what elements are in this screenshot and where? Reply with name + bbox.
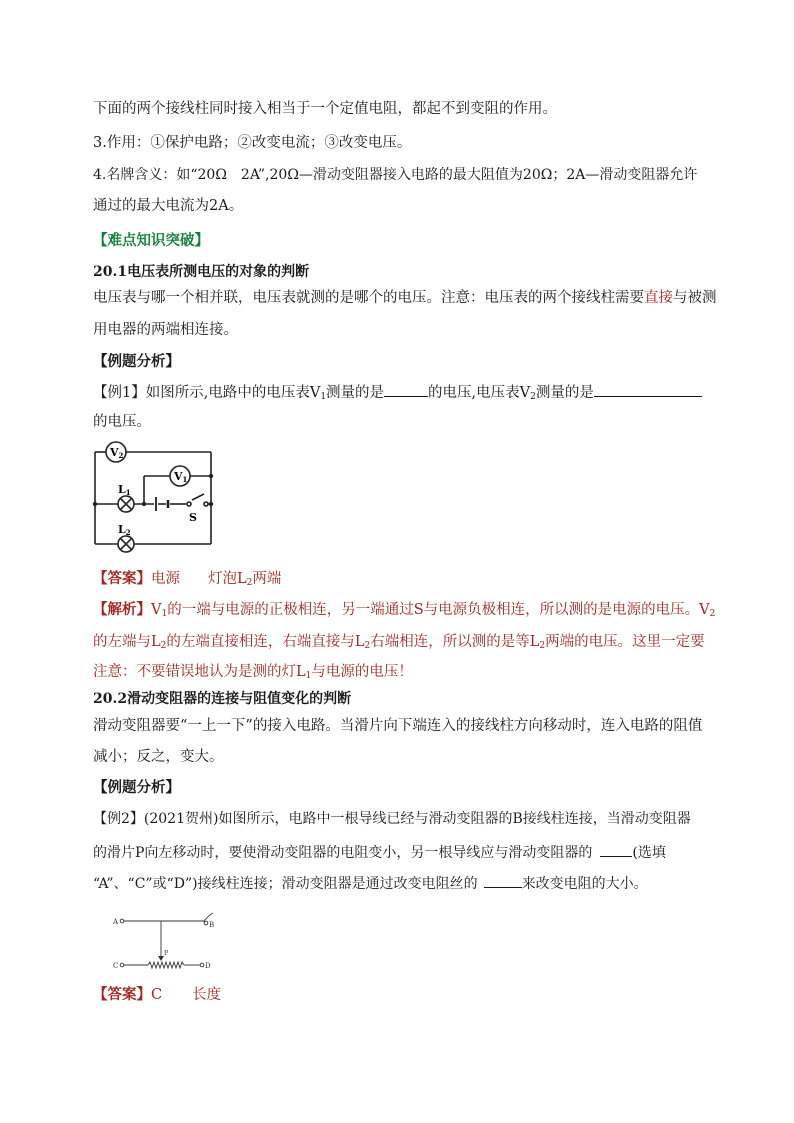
answer-blank-3[interactable] <box>600 842 632 857</box>
q1-text-c: 的电压,电压表V <box>428 385 531 401</box>
example-2-line-2 <box>93 842 666 863</box>
analysis-line-1: 【解析】$V_1$的一端与电源的正极相连，另一端通过S与电源负极相连，所以测的是电源的电压。$V_2$ <box>93 601 716 619</box>
s1-body-line-1 <box>93 288 717 308</box>
s1-body-text-end: 与被测 <box>673 290 717 306</box>
section-title-20-1: 20.1电压表所测电压的对象的判断 <box>93 264 310 280</box>
q1-sub-2: 2 <box>530 392 536 402</box>
example-header-1: 【例题分析】 <box>93 353 180 370</box>
s2-body-line-1: 滑动变阻器要“一上一下”的接入电路。当滑片向下端连入的接线柱方向移动时，连入电路的阻值 <box>93 718 703 734</box>
analysis-line-2: 的左端与$L_2$的左端直接相连，右端直接与$L_2$右端相连，所以测的是等$L_2$两端的电压。这里一定要 <box>93 634 705 651</box>
answer-1-value-b: 灯泡$L_2$两端 <box>208 571 282 588</box>
answer-tag-2: 【答案】 <box>93 986 151 1003</box>
q3-text-b: 来改变电阻的大小。 <box>521 876 648 892</box>
example-header-2: 【例题分析】 <box>93 779 180 796</box>
answer-blank-4[interactable] <box>484 873 522 888</box>
analysis-line-3: 注意：不要错误地认为是测的灯$L_1$与电源的电压！ <box>93 664 413 681</box>
rheostat-diagram <box>112 905 222 975</box>
label-a: A <box>113 918 119 926</box>
label-c: C <box>113 962 119 970</box>
answer-2-line <box>93 985 221 1005</box>
label-l2: L2 <box>118 523 131 537</box>
q3-text-a: “A”、“C”或“D”)接线柱连接；滑动变阻器是通过改变电阻丝的 <box>93 876 478 892</box>
label-p: P <box>164 950 169 957</box>
answer-1-value-a: 电源 <box>151 571 180 587</box>
label-l1: L1 <box>118 483 131 497</box>
q2-text-b: (选填 <box>632 845 666 861</box>
label-b: B <box>209 921 215 929</box>
answer-blank-2[interactable] <box>594 382 702 397</box>
circuit-diagram-1 <box>88 440 223 555</box>
intro-line-4: 通过的最大电流为2A。 <box>93 198 244 214</box>
example-2-line-1: 【例2】(2021贺州)如图所示，电路中一根导线已经与滑动变阻器的B接线柱连接，当滑动变阻器 <box>93 811 691 827</box>
answer-tag-1: 【答案】 <box>93 570 151 587</box>
analysis-tag: 【解析】 <box>93 601 151 618</box>
q1-sub-1: 1 <box>320 392 327 402</box>
example-1-question-end: 的电压。 <box>93 414 151 430</box>
q1-text-a: 【例1】如图所示,电路中的电压表V <box>93 385 321 401</box>
intro-line-2: 3.作用：①保护电路；②改变电流；③改变电压。 <box>93 135 412 151</box>
answer-1-line <box>93 569 281 589</box>
example-2-line-3 <box>93 873 648 894</box>
section-title-20-2: 20.2滑动变阻器的连接与阻值变化的判断 <box>93 691 352 707</box>
intro-line-1: 下面的两个接线柱同时接入相当于一个定值电阻，都起不到变阻的作用。 <box>93 101 557 117</box>
label-d: D <box>205 962 211 970</box>
q1-text-b: 测量的是 <box>326 385 385 401</box>
label-v1: V1 <box>174 470 188 484</box>
answer-blank-1[interactable] <box>384 382 428 397</box>
section-header: 【难点知识突破】 <box>93 232 209 249</box>
q1-text-d: 测量的是 <box>535 385 594 401</box>
answer-2-value-a: C <box>151 987 163 1003</box>
label-v2: V2 <box>110 446 124 460</box>
example-1-question <box>93 382 702 403</box>
answer-2-value-b: 长度 <box>192 987 222 1003</box>
s1-body-text: 电压表与哪一个相并联，电压表就测的是哪个的电压。注意：电压表的两个接线柱需要 <box>93 290 644 306</box>
label-s: S <box>189 511 197 524</box>
intro-line-3: 4.名牌含义：如“20Ω 2A”,20Ω—滑动变阻器接入电路的最大阻值为20Ω；2A—滑动变阻器允许 <box>93 167 698 183</box>
s1-body-line-2: 用电器的两端相连接。 <box>93 322 238 338</box>
s1-body-emphasis: 直接 <box>644 290 673 306</box>
q2-text-a: 的滑片P向左移动时，要使滑动变阻器的电阻变小，另一根导线应与滑动变阻器的 <box>93 845 593 861</box>
s2-body-line-2: 减小；反之，变大。 <box>93 749 224 765</box>
